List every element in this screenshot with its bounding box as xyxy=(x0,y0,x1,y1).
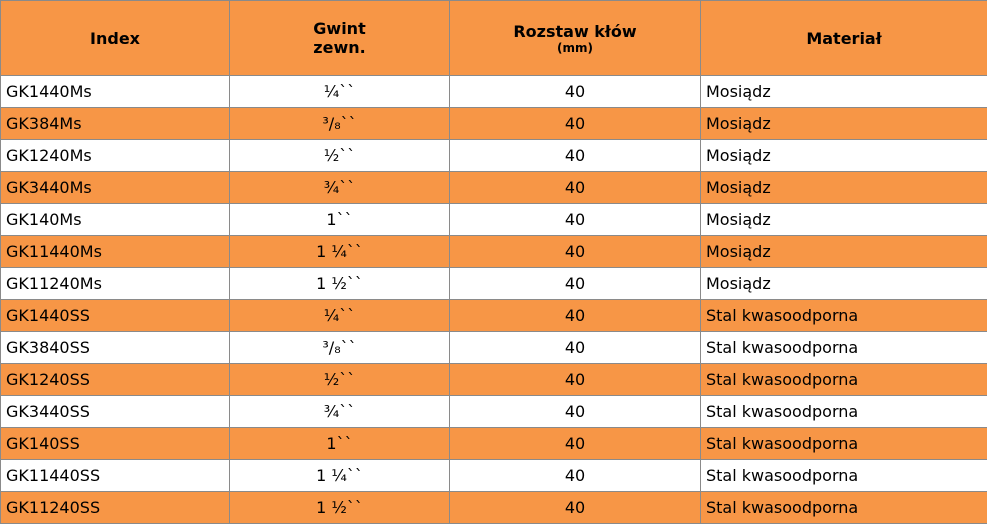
table-body xyxy=(1,76,987,524)
cell-thread: 1 ¼`` xyxy=(230,460,450,492)
cell-material: Stal kwasoodporna xyxy=(701,300,987,332)
cell-spacing: 40 xyxy=(450,108,701,140)
cell-thread: ½`` xyxy=(230,364,450,396)
cell-spacing: 40 xyxy=(450,236,701,268)
header-thread-label: Gwint zewn. xyxy=(313,19,366,57)
cell-thread: ½`` xyxy=(230,140,450,172)
cell-thread: ³/₈`` xyxy=(230,108,450,140)
cell-spacing: 40 xyxy=(450,204,701,236)
cell-index: GK11240SS xyxy=(1,492,230,524)
table-row xyxy=(1,396,987,428)
cell-spacing: 40 xyxy=(450,140,701,172)
cell-thread: 1 ¼`` xyxy=(230,236,450,268)
cell-index: GK140Ms xyxy=(1,204,230,236)
header-thread xyxy=(230,1,450,76)
cell-material: Stal kwasoodporna xyxy=(701,364,987,396)
cell-index: GK1240Ms xyxy=(1,140,230,172)
cell-spacing: 40 xyxy=(450,364,701,396)
cell-thread: 1`` xyxy=(230,204,450,236)
cell-spacing: 40 xyxy=(450,428,701,460)
cell-index: GK1440SS xyxy=(1,300,230,332)
cell-index: GK3440SS xyxy=(1,396,230,428)
cell-index: GK11440Ms xyxy=(1,236,230,268)
cell-material: Mosiądz xyxy=(701,76,987,108)
cell-spacing: 40 xyxy=(450,332,701,364)
cell-thread: 1 ½`` xyxy=(230,268,450,300)
cell-material: Mosiądz xyxy=(701,108,987,140)
cell-index: GK3840SS xyxy=(1,332,230,364)
cell-material: Mosiądz xyxy=(701,236,987,268)
header-spacing-unit: (mm) xyxy=(557,40,593,55)
table-row xyxy=(1,364,987,396)
cell-spacing: 40 xyxy=(450,172,701,204)
cell-spacing: 40 xyxy=(450,396,701,428)
table-row xyxy=(1,76,987,108)
table-row xyxy=(1,236,987,268)
header-spacing-label: Rozstaw kłów xyxy=(513,21,637,41)
cell-thread: ¼`` xyxy=(230,76,450,108)
table-row xyxy=(1,332,987,364)
cell-index: GK1240SS xyxy=(1,364,230,396)
table-row xyxy=(1,204,987,236)
cell-thread: ¾`` xyxy=(230,172,450,204)
table-row xyxy=(1,140,987,172)
header-spacing xyxy=(450,1,701,76)
cell-thread: 1 ½`` xyxy=(230,492,450,524)
cell-thread: 1`` xyxy=(230,428,450,460)
table-row xyxy=(1,300,987,332)
table-row xyxy=(1,172,987,204)
cell-material: Stal kwasoodporna xyxy=(701,428,987,460)
cell-index: GK11440SS xyxy=(1,460,230,492)
header-index: Index xyxy=(1,1,230,76)
cell-index: GK3440Ms xyxy=(1,172,230,204)
cell-material: Mosiądz xyxy=(701,172,987,204)
table-row xyxy=(1,492,987,524)
cell-index: GK11240Ms xyxy=(1,268,230,300)
table-row xyxy=(1,460,987,492)
cell-thread: ¼`` xyxy=(230,300,450,332)
table-header xyxy=(1,1,987,76)
cell-spacing: 40 xyxy=(450,492,701,524)
cell-material: Mosiądz xyxy=(701,140,987,172)
cell-index: GK1440Ms xyxy=(1,76,230,108)
cell-material: Mosiądz xyxy=(701,268,987,300)
table-row xyxy=(1,428,987,460)
header-material: Materiał xyxy=(701,1,987,76)
cell-spacing: 40 xyxy=(450,300,701,332)
cell-material: Stal kwasoodporna xyxy=(701,396,987,428)
header-row xyxy=(1,1,987,76)
cell-material: Stal kwasoodporna xyxy=(701,332,987,364)
table-row xyxy=(1,108,987,140)
cell-material: Stal kwasoodporna xyxy=(701,492,987,524)
cell-spacing: 40 xyxy=(450,76,701,108)
cell-material: Mosiądz xyxy=(701,204,987,236)
cell-spacing: 40 xyxy=(450,268,701,300)
cell-thread: ¾`` xyxy=(230,396,450,428)
table-row xyxy=(1,268,987,300)
cell-material: Stal kwasoodporna xyxy=(701,460,987,492)
cell-index: GK140SS xyxy=(1,428,230,460)
cell-spacing: 40 xyxy=(450,460,701,492)
cell-thread: ³/₈`` xyxy=(230,332,450,364)
cell-index: GK384Ms xyxy=(1,108,230,140)
